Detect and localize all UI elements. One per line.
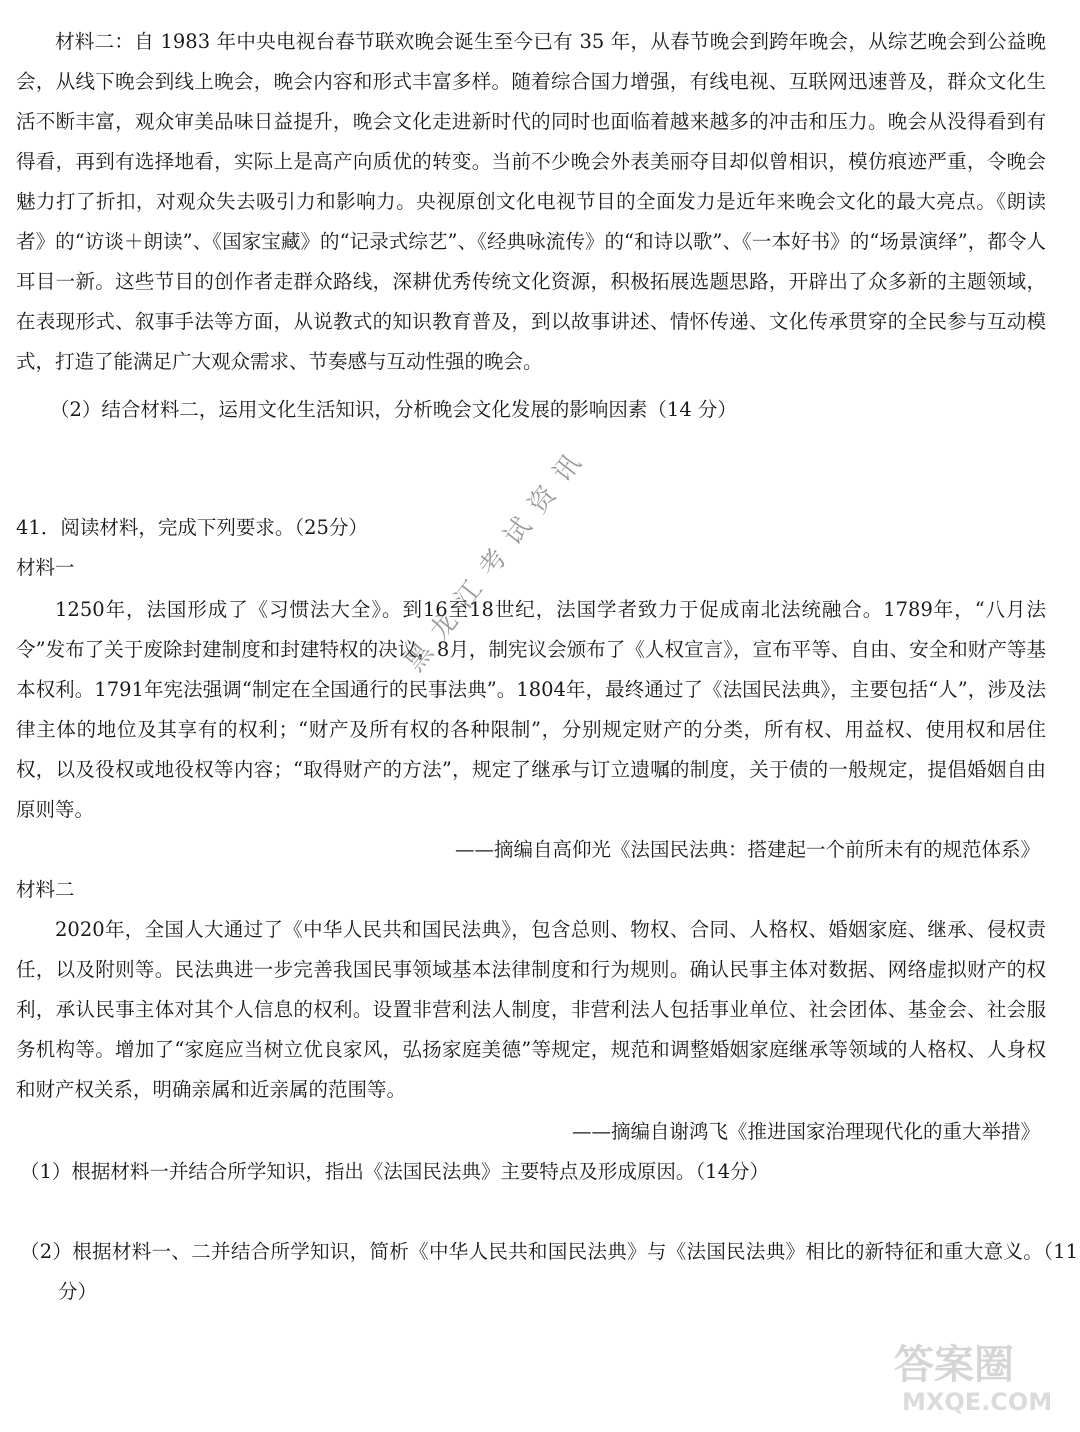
material2-paragraph: 材料二：自 1983 年中央电视台春节联欢晚会诞生至今已有 35 年，从春节晚会到跨年晚会，从综艺晚会到公益晚会，从线下晚会到线上晚会，晚会内容和形式丰富多样。随着综合国力增强，有线电视、互联网迅速普及，群众文化生活不断丰富，观众审美品味日益提升，晚会文化走进新时代的同时也面临着越来越多的冲击和压力。晚会从没得看到有得看，再到有选择地看，实际上是高产向质优的转变。当前不少晚会外表美丽夺目却似曾相识，模仿痕迹严重，令晚会魅力打了折扣，对观众失去吸引力和影响力。央视原创文化电视节目的全面发力是近年来晚会文化的最大亮点。《朗读者》的“访谈＋朗读”、《国家宝藏》的“记录式综艺”、《经典咏流传》的“和诗以歌”、《一本好书》的“场景演绎”，都令人耳目一新。这些节目的创作者走群众路线，深耕优秀传统文化资源，积极拓展选题思路，开辟出了众多新的主题领域，在表现形式、叙事手法等方面，从说教式的知识教育普及，到以故事讲述、情怀传递、文化传承贯穿的全民参与互动模式，打造了能满足广大观众需求、节奏感与互动性强的晚会。	[16, 30, 1046, 373]
material2-label: 材料二	[16, 878, 75, 901]
logo-url: MXQE.COM	[902, 1388, 1053, 1416]
material2-paragraph-41: 2020年，全国人大通过了《中华人民共和国民法典》，包含总则、物权、合同、人格权、婚姻家庭、继承、侵权责任，以及附则等。民法典进一步完善我国民事领域基本法律制度和行为规则。确认民事主体对数据、网络虚拟财产的权利，承认民事主体对其个人信息的权利。设置非营利法人制度，非营利法人包括事业单位、社会团体、基金会、社会服务机构等。增加了“家庭应当树立优良家风，弘扬家庭美德”等规定，规范和调整婚姻家庭继承等领域的人格权、人身权和财产权关系，明确亲属和近亲属的范围等。	[16, 918, 1046, 1101]
question-41-1: （1）根据材料一并结合所学知识，指出《法国民法典》主要特点及形成原因。（14分）	[20, 1160, 769, 1183]
logo-text: 答案圈	[894, 1342, 1014, 1388]
material1-source: ——摘编自高仰光《法国民法典：搭建起一个前所未有的规范体系》	[454, 838, 1040, 861]
question-41-heading: 41．阅读材料，完成下列要求。（25分）	[16, 516, 368, 539]
material2-source: ——摘编自谢鸿飞《推进国家治理现代化的重大举措》	[571, 1120, 1040, 1143]
material1-paragraph: 1250年，法国形成了《习惯法大全》。到16至18世纪，法国学者致力于促成南北法统融合。1789年，“八月法令”发布了关于废除封建制度和封建特权的决议，8月，制宪议会颁布了《人权宣言》，宣布平等、自由、安全和财产等基本权利。1791年宪法强调“制定在全国通行的民事法典”。1804年，最终通过了《法国民法典》，主要包括“人”，涉及法律主体的地位及其享有的权利；“财产及所有权的各种限制”，分别规定财产的分类，所有权、用益权、使用权和居住权，以及役权或地役权等内容；“取得财产的方法”，规定了继承与订立遗嘱的制度，关于债的一般规定，提倡婚姻自由原则等。	[16, 598, 1046, 821]
question-40-2: （2）结合材料二，运用文化生活知识，分析晚会文化发展的影响因素（14 分）	[50, 398, 737, 421]
watermark-logo-icon	[884, 1330, 1064, 1420]
watermark-stamp: 黑龙江考试资讯	[399, 438, 596, 678]
material1-label: 材料一	[16, 556, 75, 579]
question-41-2: （2）根据材料一、二并结合所学知识，简析《中华人民共和国民法典》与《法国民法典》相比的新特征和重大意义。（11分）	[20, 1240, 1078, 1303]
